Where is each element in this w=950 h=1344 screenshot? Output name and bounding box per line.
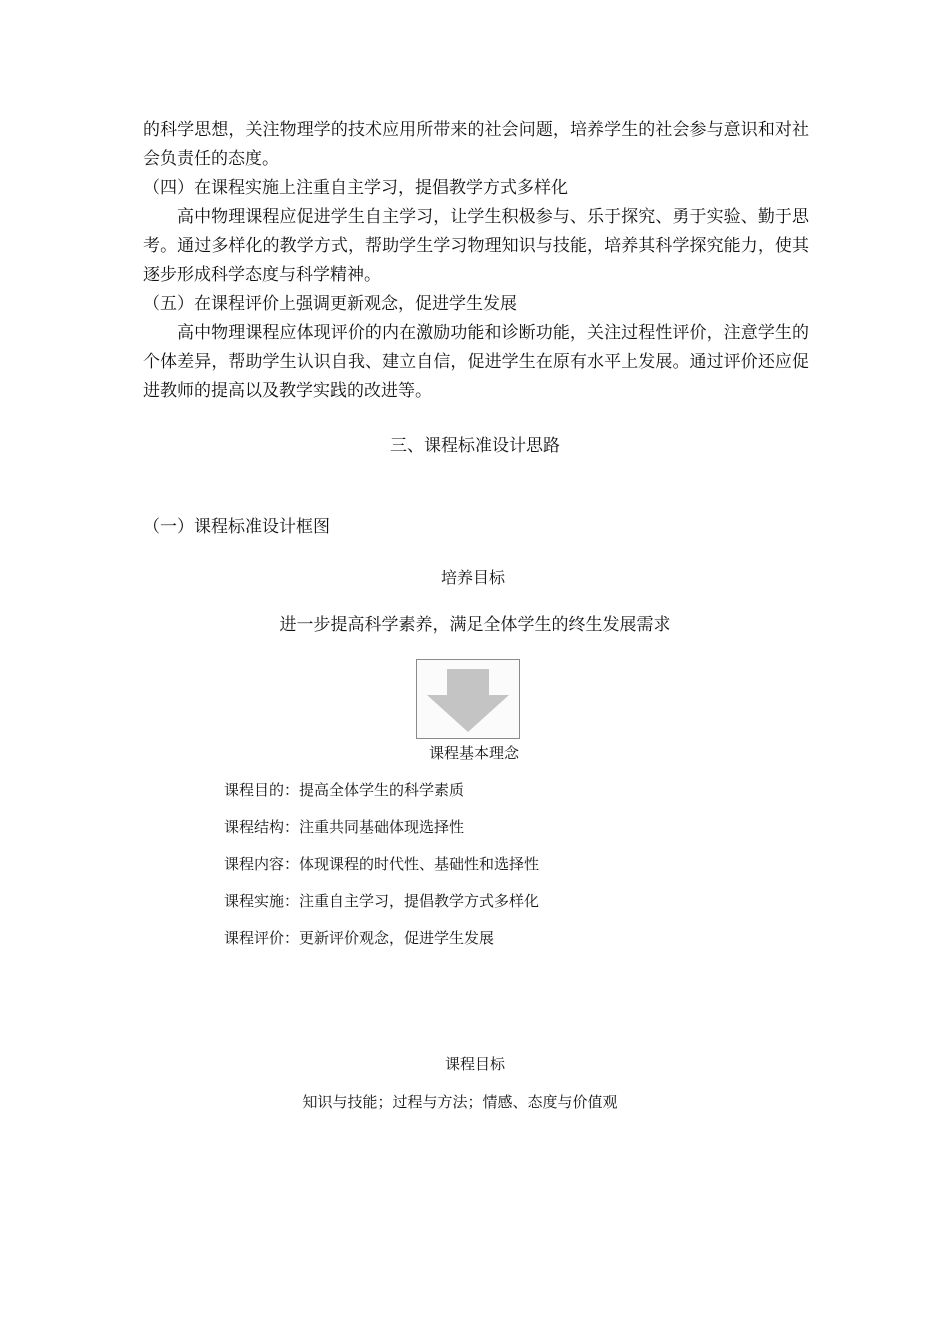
training-goal-heading: 培养目标 <box>440 568 505 587</box>
course-target-text: 知识与技能；过程与方法；情感、态度与价值观 <box>302 1093 618 1111</box>
frame-title: （一）课程标准设计框图 <box>143 517 330 537</box>
training-goal-text: 进一步提高科学素养，满足全体学生的终生发展需求 <box>279 615 671 635</box>
section-title: 三、课程标准设计思路 <box>390 436 560 456</box>
down-arrow-icon <box>417 660 519 738</box>
paragraph-continuation: 的科学思想，关注物理学的技术应用所带来的社会问题，培养学生的社会参与意识和对社会负责任的态度。 <box>143 120 809 169</box>
idea-item-structure: 课程结构：注重共同基础体现选择性 <box>224 818 465 836</box>
arrow-box <box>416 659 520 739</box>
idea-item-evaluation: 课程评价：更新评价观念，促进学生发展 <box>224 929 495 947</box>
idea-item-purpose: 课程目的：提高全体学生的科学素质 <box>224 781 465 799</box>
paragraph-evaluation: 高中物理课程应体现评价的内在激励功能和诊断功能，关注过程性评价，注意学生的个体差异，帮助学生认识自我、建立自信，促进学生在原有水平上发展。通过评价还应促进教师的提高以及教学实践的改进等。 <box>143 323 809 401</box>
paragraph-implementation: 高中物理课程应促进学生自主学习，让学生积极参与、乐于探究、勇于实验、勤于思考。通过多样化的教学方式，帮助学生学习物理知识与技能，培养其科学探究能力，使其逐步形成科学态度与科学精神。 <box>143 207 809 285</box>
subheading-four: （四）在课程实施上注重自主学习，提倡教学方式多样化 <box>143 178 568 198</box>
basic-idea-list <box>224 778 539 963</box>
course-target-heading: 课程目标 <box>444 1055 505 1073</box>
idea-item-implementation: 课程实施：注重自主学习，提倡教学方式多样化 <box>224 892 540 910</box>
idea-item-content: 课程内容：体现课程的时代性、基础性和选择性 <box>224 855 540 873</box>
body-text <box>143 116 809 406</box>
subheading-five: （五）在课程评价上强调更新观念，促进学生发展 <box>143 294 517 314</box>
basic-idea-heading: 课程基本理念 <box>428 744 519 762</box>
